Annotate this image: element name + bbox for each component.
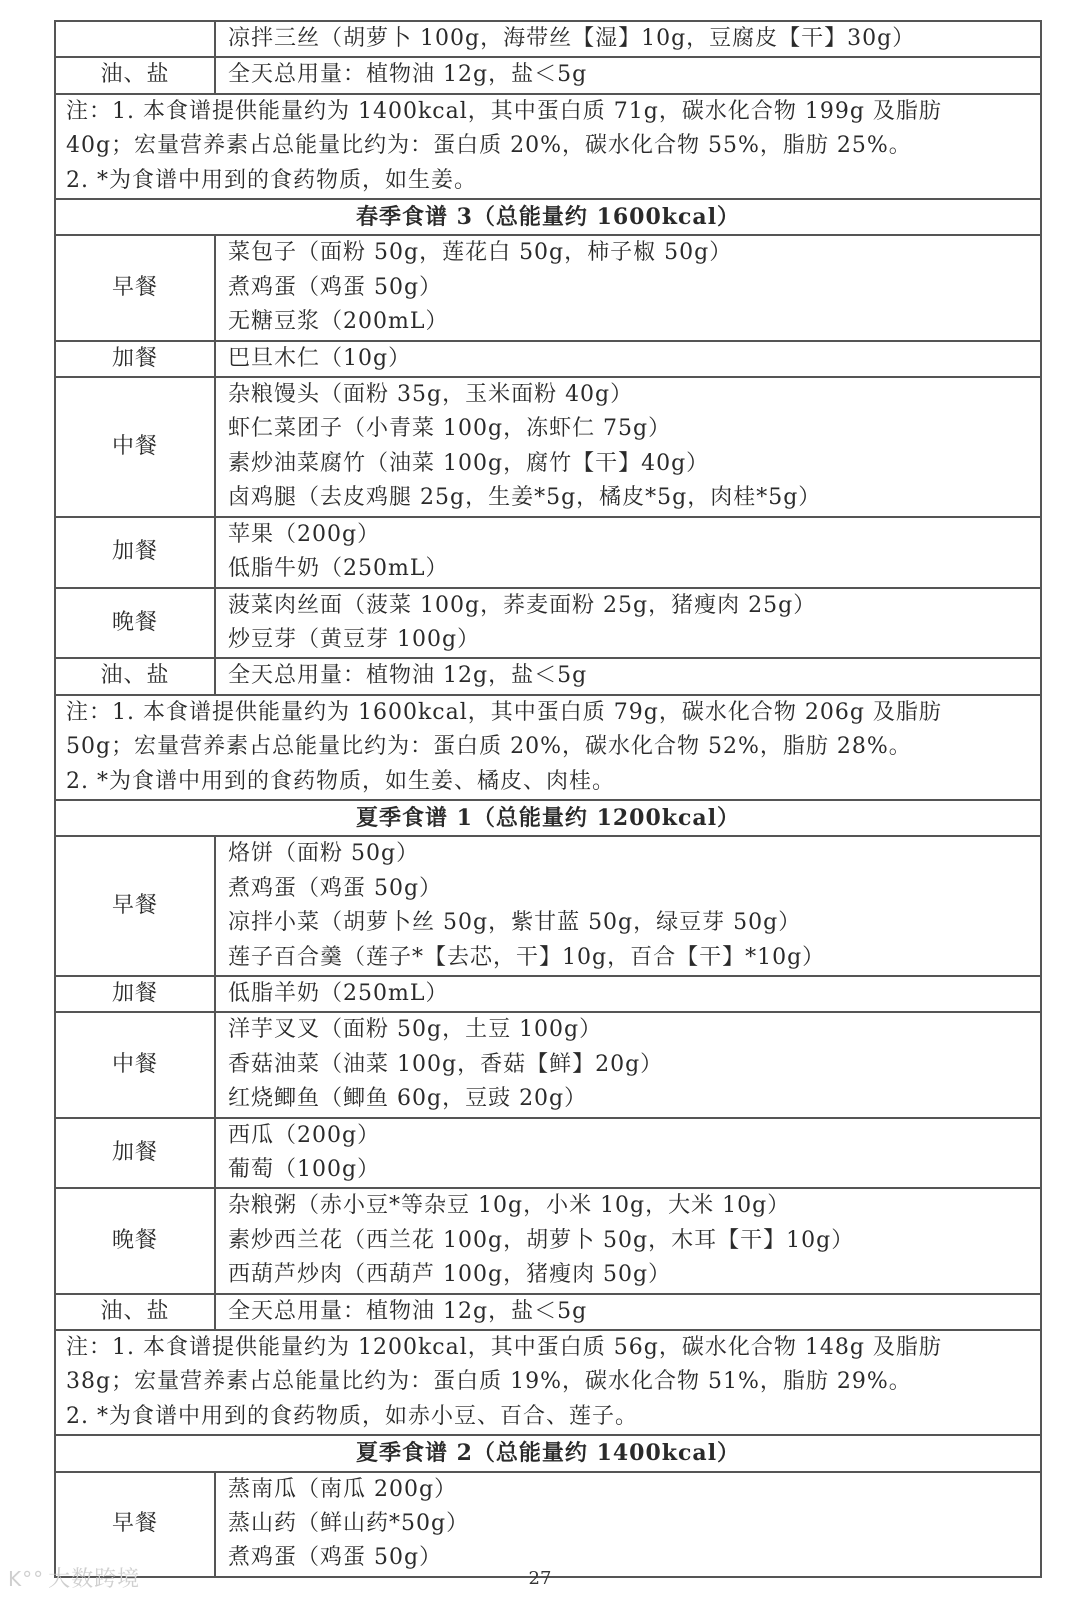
meal-items [215, 1472, 1041, 1577]
dish-item: 卤鸡腿（去皮鸡腿 25g，生姜*5g，橘皮*5g，肉桂*5g） [228, 485, 822, 511]
meal-items [215, 235, 1041, 340]
meal-label: 加餐 [55, 976, 215, 1012]
dish-item: 素炒西兰花（西兰花 100g，胡萝卜 50g，木耳【干】10g） [228, 1227, 855, 1253]
note-row [55, 94, 1041, 199]
note-line: 50g；宏量营养素占总能量比约为：蛋白质 20%，碳水化合物 52%，脂肪 28%。 [66, 734, 912, 760]
meal-items [215, 1188, 1041, 1293]
note-line: 注：1. 本食谱提供能量约为 1400kcal，其中蛋白质 71g，碳水化合物 199g 及脂肪 [66, 98, 942, 124]
dish-item: 素炒油菜腐竹（油菜 100g，腐竹【干】40g） [228, 450, 710, 476]
section-title: 夏季食谱 1（总能量约 1200kcal） [55, 800, 1041, 836]
meal-items [215, 976, 1041, 1012]
dish-item: 菜包子（面粉 50g，莲花白 50g，柿子椒 50g） [228, 240, 733, 266]
watermark-text: 大数跨境 [48, 1567, 141, 1592]
dish-item: 炒豆芽（黄豆芽 100g） [228, 626, 481, 652]
dish-item: 西葫芦炒肉（西葫芦 100g，猪瘦肉 50g） [228, 1262, 672, 1288]
note-cell [55, 1330, 1041, 1435]
meal-items [215, 588, 1041, 659]
meal-label: 中餐 [55, 1012, 215, 1117]
dish-item: 凉拌三丝（胡萝卜 100g，海带丝【湿】10g，豆腐皮【干】30g） [228, 26, 916, 51]
meal-label: 晚餐 [55, 1188, 215, 1293]
note-line: 注：1. 本食谱提供能量约为 1600kcal，其中蛋白质 79g，碳水化合物 206g 及脂肪 [66, 699, 942, 725]
meal-items [215, 1012, 1041, 1117]
note-line: 2. *为食谱中用到的食药物质，如赤小豆、百合、莲子。 [66, 1403, 638, 1429]
meal-items [215, 836, 1041, 976]
table-row [55, 235, 1041, 340]
dish-item: 洋芋叉叉（面粉 50g，土豆 100g） [228, 1017, 603, 1043]
table-row [55, 588, 1041, 659]
meal-items [215, 341, 1041, 377]
table-row [55, 1188, 1041, 1293]
meal-items [215, 21, 1041, 57]
meal-label: 加餐 [55, 341, 215, 377]
section-title: 夏季食谱 2（总能量约 1400kcal） [55, 1435, 1041, 1471]
watermark-logo-icon: K°° [8, 1567, 45, 1591]
dish-item: 杂粮粥（赤小豆*等杂豆 10g，小米 10g，大米 10g） [228, 1193, 791, 1219]
dish-item: 煮鸡蛋（鸡蛋 50g） [228, 875, 443, 901]
meal-label: 早餐 [55, 836, 215, 976]
dish-item: 煮鸡蛋（鸡蛋 50g） [228, 274, 443, 300]
meal-label: 加餐 [55, 1118, 215, 1189]
note-line: 2. *为食谱中用到的食药物质，如生姜。 [66, 167, 477, 193]
meal-items [215, 1294, 1041, 1330]
dish-item: 杂粮馒头（面粉 35g，玉米面粉 40g） [228, 382, 634, 408]
table-row [55, 1012, 1041, 1117]
table-row [55, 1294, 1041, 1330]
note-cell [55, 695, 1041, 800]
dish-item: 葡萄（100g） [228, 1157, 381, 1182]
dish-item: 红烧鲫鱼（鲫鱼 60g，豆豉 20g） [228, 1086, 588, 1112]
section-title-row [55, 1435, 1041, 1471]
dish-item: 烙饼（面粉 50g） [228, 841, 420, 867]
dish-item: 苹果（200g） [228, 521, 381, 547]
meal-label: 油、盐 [55, 658, 215, 694]
table-row [55, 517, 1041, 588]
dish-item: 蒸山药（鲜山药*50g） [228, 1511, 470, 1537]
dish-item: 低脂羊奶（250mL） [228, 980, 449, 1006]
note-line: 2. *为食谱中用到的食药物质，如生姜、橘皮、肉桂。 [66, 768, 615, 794]
note-line: 38g；宏量营养素占总能量比约为：蛋白质 19%，碳水化合物 51%，脂肪 29%。 [66, 1369, 912, 1395]
meal-items [215, 517, 1041, 588]
meal-items [215, 658, 1041, 694]
dish-item: 莲子百合羹（莲子*【去芯，干】10g，百合【干】*10g） [228, 944, 826, 970]
recipe-table [54, 20, 1042, 1578]
note-row [55, 1330, 1041, 1435]
dish-item: 西瓜（200g） [228, 1122, 381, 1148]
meal-items [215, 377, 1041, 517]
note-line: 注：1. 本食谱提供能量约为 1200kcal，其中蛋白质 56g，碳水化合物 148g 及脂肪 [66, 1335, 942, 1361]
table-row [55, 21, 1041, 57]
dish-item: 全天总用量：植物油 12g，盐＜5g [228, 1298, 588, 1324]
dish-item: 煮鸡蛋（鸡蛋 50g） [228, 1545, 443, 1571]
meal-label: 早餐 [55, 235, 215, 340]
table-row [55, 57, 1041, 93]
table-row [55, 836, 1041, 976]
meal-label: 早餐 [55, 1472, 215, 1577]
page-number: 27 [528, 1568, 552, 1589]
table-row [55, 658, 1041, 694]
section-title: 春季食谱 3（总能量约 1600kcal） [55, 199, 1041, 235]
dish-item: 凉拌小菜（胡萝卜丝 50g，紫甘蓝 50g，绿豆芽 50g） [228, 910, 802, 936]
note-line: 40g；宏量营养素占总能量比约为：蛋白质 20%，碳水化合物 55%，脂肪 25%。 [66, 133, 912, 159]
dish-item: 全天总用量：植物油 12g，盐＜5g [228, 663, 588, 689]
dish-item: 低脂牛奶（250mL） [228, 556, 449, 582]
note-cell [55, 94, 1041, 199]
section-title-row [55, 199, 1041, 235]
meal-label: 加餐 [55, 517, 215, 588]
meal-items [215, 1118, 1041, 1189]
dish-item: 无糖豆浆（200mL） [228, 309, 449, 335]
dish-item: 蒸南瓜（南瓜 200g） [228, 1476, 458, 1502]
table-row [55, 976, 1041, 1012]
dish-item: 香菇油菜（油菜 100g，香菇【鲜】20g） [228, 1051, 664, 1077]
dish-item: 全天总用量：植物油 12g，盐＜5g [228, 62, 588, 88]
dish-item: 虾仁菜团子（小青菜 100g，冻虾仁 75g） [228, 416, 672, 442]
table-row [55, 1118, 1041, 1189]
table-row [55, 1472, 1041, 1577]
meal-label: 油、盐 [55, 1294, 215, 1330]
table-row [55, 341, 1041, 377]
meal-items [215, 57, 1041, 93]
meal-label: 油、盐 [55, 57, 215, 93]
meal-label: 中餐 [55, 377, 215, 517]
dish-item: 巴旦木仁（10g） [228, 345, 412, 371]
table-row [55, 377, 1041, 517]
meal-label [55, 21, 215, 57]
note-row [55, 695, 1041, 800]
meal-label: 晚餐 [55, 588, 215, 659]
dish-item: 菠菜肉丝面（菠菜 100g，荞麦面粉 25g，猪瘦肉 25g） [228, 592, 817, 618]
section-title-row [55, 800, 1041, 836]
